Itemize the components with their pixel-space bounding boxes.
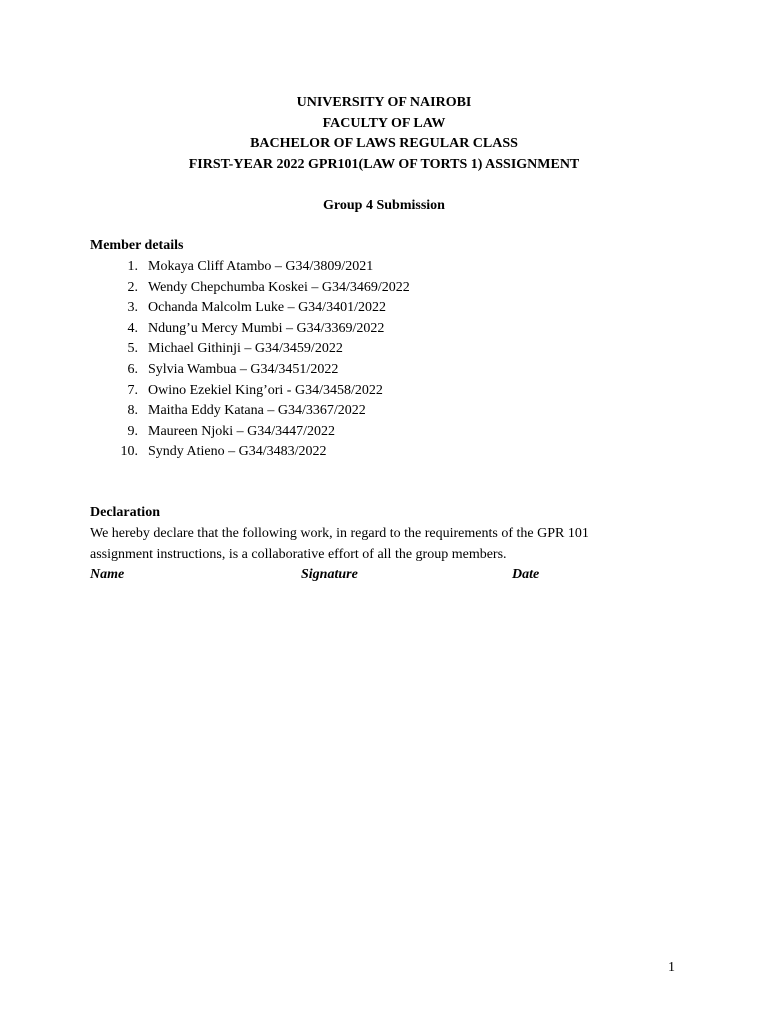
faculty-name: FACULTY OF LAW [322,115,446,131]
member-entry: Wendy Chepchumba Koskei – G34/3469/2022 [148,279,410,295]
list-item [90,339,410,360]
list-item [90,298,410,319]
list-number: 8. [127,403,138,419]
list-number: 10. [120,444,138,460]
list-number: 5. [127,341,138,357]
member-entry: Ochanda Malcolm Luke – G34/3401/2022 [148,300,386,316]
list-item [90,401,410,422]
university-name: UNIVERSITY OF NAIROBI [296,95,472,110]
list-item [90,360,410,381]
list-number: 9. [127,423,138,439]
list-number: 1. [127,259,138,274]
member-entry: Mokaya Cliff Atambo – G34/3809/2021 [148,259,374,274]
document-header [0,93,768,175]
declaration-text: We hereby declare that the following work, in regard to the requirements of the GPR 101 assignment instructions, is a collaborative effort of all the group members. [90,526,589,562]
name-column-label: Name [90,567,125,582]
member-list [90,257,410,463]
member-entry: Sylvia Wambua – G34/3451/2022 [148,361,339,377]
member-entry: Ndung’u Mercy Mumbi – G34/3369/2022 [148,320,385,336]
list-item [90,257,410,278]
list-number: 4. [127,320,138,336]
signature-column-label: Signature [301,567,358,582]
member-details-heading: Member details [90,238,184,253]
list-item [90,422,410,443]
member-entry: Michael Githinji – G34/3459/2022 [148,341,343,357]
date-column-label: Date [512,567,540,582]
member-entry: Maureen Njoki – G34/3447/2022 [148,423,336,439]
member-entry: Maitha Eddy Katana – G34/3367/2022 [148,403,366,419]
declaration-heading: Declaration [90,505,160,520]
group-submission-title: Group 4 Submission [323,198,445,213]
list-item [90,319,410,340]
page-number: 1 [668,960,675,975]
list-number: 7. [127,382,138,398]
program-name: BACHELOR OF LAWS REGULAR CLASS [250,136,518,151]
list-item [90,278,410,299]
list-item [90,442,410,463]
member-entry: Owino Ezekiel King’ori - G34/3458/2022 [148,382,383,398]
member-entry: Syndy Atieno – G34/3483/2022 [148,444,327,460]
list-item [90,381,410,402]
signature-table-header [90,565,650,585]
list-number: 6. [127,361,138,377]
assignment-title: FIRST-YEAR 2022 GPR101(LAW OF TORTS 1) ASSIGNMENT [188,156,580,172]
list-number: 3. [127,300,138,316]
list-number: 2. [127,279,138,295]
